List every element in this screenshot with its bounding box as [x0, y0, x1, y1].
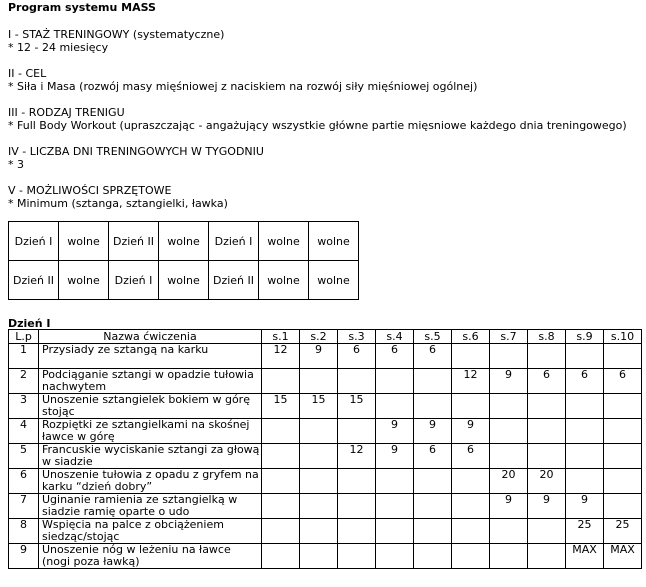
set-reps-cell: 25: [604, 519, 642, 544]
set-reps-cell: [452, 469, 490, 494]
set-reps-cell: [300, 544, 338, 569]
header-cell: s.4: [376, 330, 414, 344]
document-title: Program systemu MASS: [8, 1, 156, 14]
exercise-name: Francuskie wyciskanie sztangi za głową w siadzie: [39, 444, 262, 469]
section-heading: V - MOŻLIWOŚCI SPRZĘTOWE: [8, 184, 172, 197]
set-reps-cell: [452, 544, 490, 569]
set-reps-cell: 6: [452, 444, 490, 469]
set-reps-cell: [490, 394, 528, 419]
row-number: 5: [9, 444, 39, 469]
set-reps-cell: [604, 494, 642, 519]
set-reps-cell: [528, 544, 566, 569]
set-reps-cell: [490, 419, 528, 444]
row-number: 1: [9, 344, 39, 369]
set-reps-cell: 6: [414, 444, 452, 469]
section-detail: * 3: [8, 158, 24, 171]
set-reps-cell: 12: [338, 444, 376, 469]
table-row: [9, 394, 642, 419]
set-reps-cell: 9: [490, 494, 528, 519]
schedule-cell: Dzień II: [9, 261, 59, 300]
set-reps-cell: [338, 519, 376, 544]
set-reps-cell: 20: [490, 469, 528, 494]
schedule-cell: Dzień II: [109, 222, 159, 261]
spacer: [8, 15, 642, 28]
header-cell: L.p: [9, 330, 39, 344]
set-reps-cell: [528, 344, 566, 369]
set-reps-cell: 6: [566, 369, 604, 394]
header-cell: Nazwa ćwiczenia: [39, 330, 262, 344]
set-reps-cell: [452, 519, 490, 544]
set-reps-cell: [452, 344, 490, 369]
table-row: [9, 344, 642, 369]
set-reps-cell: [338, 544, 376, 569]
schedule-cell: Dzień I: [9, 222, 59, 261]
set-reps-cell: 6: [528, 369, 566, 394]
set-reps-cell: 9: [490, 369, 528, 394]
exercise-name: Rozpiętki ze sztangielkami na skośnej ławce w górę: [39, 419, 262, 444]
set-reps-cell: [414, 369, 452, 394]
set-reps-cell: [300, 369, 338, 394]
day-title: Dzień I: [8, 317, 51, 330]
set-reps-cell: [262, 369, 300, 394]
table-row: [9, 444, 642, 469]
header-cell: s.2: [300, 330, 338, 344]
set-reps-cell: 25: [566, 519, 604, 544]
section-detail: * Full Body Workout (upraszczając - angażujący wszystkie główne partie mięsniowe każdego dnia treningowego): [8, 119, 627, 132]
section-detail: * Siła i Masa (rozwój masy mięśniowej z naciskiem na rozwój siły mięśniowej ogólnej): [8, 80, 478, 93]
set-reps-cell: 9: [376, 419, 414, 444]
set-reps-cell: [604, 419, 642, 444]
spacer: [8, 132, 642, 145]
schedule-cell: wolne: [309, 261, 359, 300]
set-reps-cell: [262, 419, 300, 444]
spacer: [8, 93, 642, 106]
section-3: [8, 106, 642, 132]
set-reps-cell: [566, 394, 604, 419]
set-reps-cell: 6: [376, 344, 414, 369]
schedule-cell: wolne: [259, 261, 309, 300]
spacer: [8, 171, 642, 184]
set-reps-cell: [528, 519, 566, 544]
schedule-cell: wolne: [59, 222, 109, 261]
row-number: 8: [9, 519, 39, 544]
set-reps-cell: [528, 444, 566, 469]
section-detail: * Minimum (sztanga, sztangielki, ławka): [8, 197, 228, 210]
set-reps-cell: [414, 394, 452, 419]
schedule-row: [9, 261, 359, 300]
set-reps-cell: [414, 469, 452, 494]
set-reps-cell: [262, 469, 300, 494]
set-reps-cell: 6: [604, 369, 642, 394]
set-reps-cell: [300, 444, 338, 469]
exercise-name: Unoszenie nóg w leżeniu na ławce (nogi poza ławką): [39, 544, 262, 569]
set-reps-cell: 9: [414, 419, 452, 444]
set-reps-cell: [414, 494, 452, 519]
set-reps-cell: [566, 419, 604, 444]
schedule-cell: Dzień I: [109, 261, 159, 300]
section-heading: II - CEL: [8, 67, 47, 80]
set-reps-cell: [262, 444, 300, 469]
table-row: [9, 544, 642, 569]
exercise-name: Unoszenie sztangielek bokiem w górę stojąc: [39, 394, 262, 419]
set-reps-cell: [338, 494, 376, 519]
header-cell: s.9: [566, 330, 604, 344]
row-number: 4: [9, 419, 39, 444]
set-reps-cell: 9: [566, 494, 604, 519]
row-number: 6: [9, 469, 39, 494]
table-row: [9, 494, 642, 519]
section-1: [8, 28, 642, 54]
set-reps-cell: [414, 544, 452, 569]
set-reps-cell: [490, 544, 528, 569]
set-reps-cell: [604, 444, 642, 469]
set-reps-cell: [566, 344, 604, 369]
set-reps-cell: [262, 544, 300, 569]
set-reps-cell: [604, 394, 642, 419]
set-reps-cell: [490, 444, 528, 469]
set-reps-cell: [490, 519, 528, 544]
set-reps-cell: [376, 544, 414, 569]
set-reps-cell: [452, 394, 490, 419]
schedule-cell: Dzień I: [209, 222, 259, 261]
exercise-header-row: [9, 330, 642, 344]
exercise-name: Uginanie ramienia ze sztangielką w siadzie ramię oparte o udo: [39, 494, 262, 519]
section-2: [8, 67, 642, 93]
header-cell: s.8: [528, 330, 566, 344]
table-row: [9, 519, 642, 544]
set-reps-cell: [452, 494, 490, 519]
set-reps-cell: [300, 419, 338, 444]
section-heading: I - STAŻ TRENINGOWY (systematyczne): [8, 28, 225, 41]
set-reps-cell: 12: [452, 369, 490, 394]
table-row: [9, 469, 642, 494]
row-number: 3: [9, 394, 39, 419]
table-row: [9, 369, 642, 394]
set-reps-cell: 9: [452, 419, 490, 444]
row-number: 2: [9, 369, 39, 394]
set-reps-cell: 15: [262, 394, 300, 419]
set-reps-cell: [376, 494, 414, 519]
schedule-cell: wolne: [159, 261, 209, 300]
schedule-cell: wolne: [59, 261, 109, 300]
set-reps-cell: [262, 494, 300, 519]
set-reps-cell: 15: [338, 394, 376, 419]
set-reps-cell: [376, 369, 414, 394]
section-heading: III - RODZAJ TRENIGU: [8, 106, 125, 119]
header-cell: s.5: [414, 330, 452, 344]
set-reps-cell: 20: [528, 469, 566, 494]
spacer: [8, 54, 642, 67]
set-reps-cell: [338, 369, 376, 394]
set-reps-cell: [604, 344, 642, 369]
set-reps-cell: 9: [376, 444, 414, 469]
schedule-cell: wolne: [159, 222, 209, 261]
section-5: [8, 184, 642, 210]
exercise-table: [8, 329, 642, 569]
set-reps-cell: 9: [300, 344, 338, 369]
set-reps-cell: [414, 519, 452, 544]
header-cell: s.7: [490, 330, 528, 344]
weekly-schedule-table: [8, 221, 359, 300]
set-reps-cell: [490, 344, 528, 369]
set-reps-cell: [376, 469, 414, 494]
header-cell: s.10: [604, 330, 642, 344]
exercise-name: Unoszenie tułowia z opadu z gryfem na karku “dzień dobry”: [39, 469, 262, 494]
set-reps-cell: [338, 469, 376, 494]
row-number: 9: [9, 544, 39, 569]
set-reps-cell: [300, 519, 338, 544]
set-reps-cell: 6: [414, 344, 452, 369]
set-reps-cell: [300, 469, 338, 494]
section-4: [8, 145, 642, 171]
table-row: [9, 419, 642, 444]
set-reps-cell: [300, 494, 338, 519]
set-reps-cell: [566, 444, 604, 469]
set-reps-cell: 15: [300, 394, 338, 419]
schedule-cell: wolne: [259, 222, 309, 261]
set-reps-cell: MAX: [566, 544, 604, 569]
exercise-table-body: [9, 344, 642, 569]
exercise-name: Wspięcia na palce z obciążeniem siedząc/stojąc: [39, 519, 262, 544]
set-reps-cell: MAX: [604, 544, 642, 569]
header-cell: s.3: [338, 330, 376, 344]
section-heading: IV - LICZBA DNI TRENINGOWYCH W TYGODNIU: [8, 145, 264, 158]
schedule-cell: Dzień II: [209, 261, 259, 300]
set-reps-cell: [604, 469, 642, 494]
exercise-name: Przysiady ze sztangą na karku: [39, 344, 262, 369]
set-reps-cell: [338, 419, 376, 444]
set-reps-cell: [528, 394, 566, 419]
set-reps-cell: 9: [528, 494, 566, 519]
set-reps-cell: [376, 519, 414, 544]
exercise-name: Podciąganie sztangi w opadzie tułowia nachwytem: [39, 369, 262, 394]
set-reps-cell: [262, 519, 300, 544]
schedule-cell: wolne: [309, 222, 359, 261]
schedule-row: [9, 222, 359, 261]
set-reps-cell: [376, 394, 414, 419]
document: [8, 0, 642, 568]
row-number: 7: [9, 494, 39, 519]
section-detail: * 12 - 24 miesięcy: [8, 41, 109, 54]
set-reps-cell: [566, 469, 604, 494]
set-reps-cell: 12: [262, 344, 300, 369]
header-cell: s.6: [452, 330, 490, 344]
set-reps-cell: 6: [338, 344, 376, 369]
set-reps-cell: [528, 419, 566, 444]
header-cell: s.1: [262, 330, 300, 344]
